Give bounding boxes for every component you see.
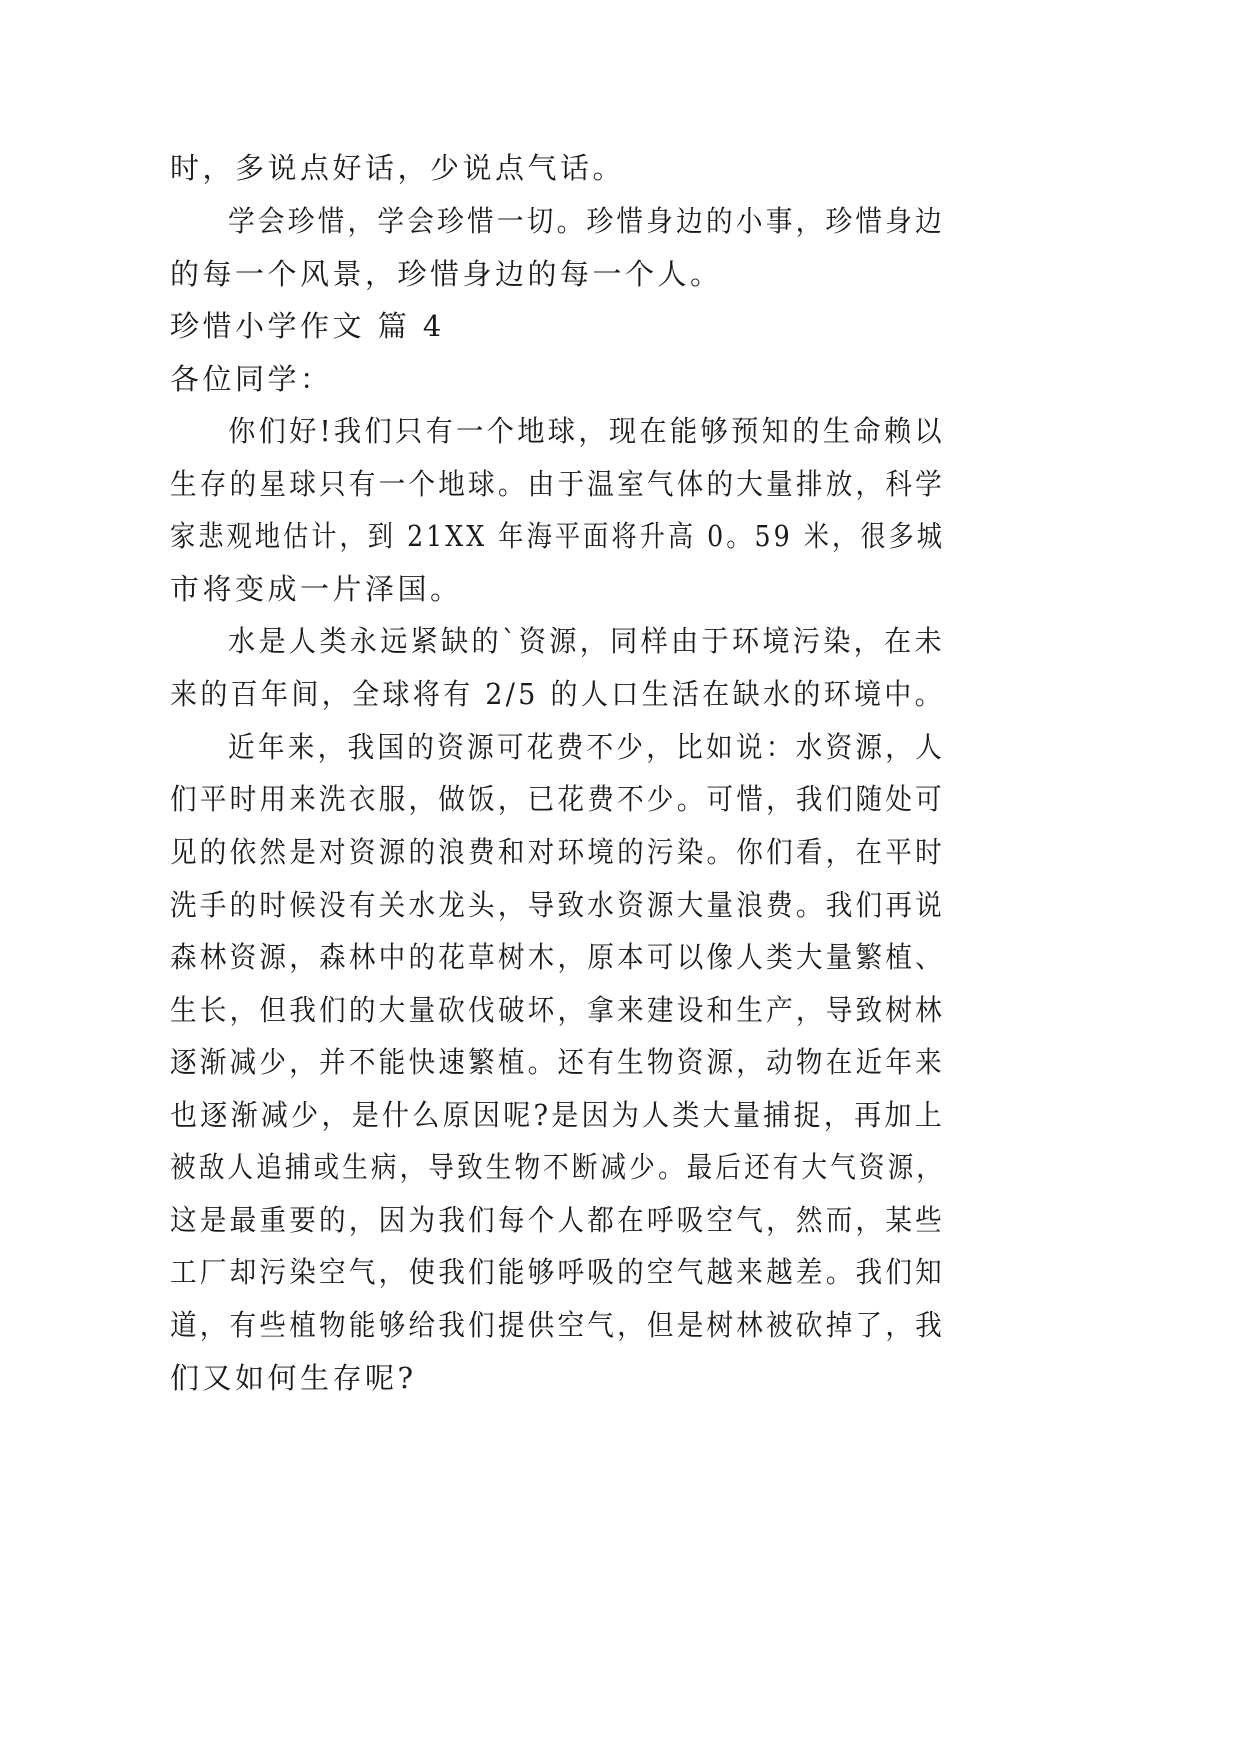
text-line: 洗手的时候没有关水龙头，导致水资源大量浪费。我们再说 — [170, 888, 945, 922]
text-line: 也逐渐减少，是什么原因呢?是因为人类大量捕捉，再加上 — [170, 1098, 946, 1132]
paragraph-first-line: 学会珍惜，学会珍惜一切。珍惜身边的小事，珍惜身边 — [228, 204, 945, 238]
text-line: 的每一个风景，珍惜身边的每一个人。 — [170, 257, 723, 291]
text-line: 逐渐减少，并不能快速繁植。还有生物资源，动物在近年来 — [170, 1045, 945, 1079]
text-line: 森林资源，森林中的花草树木，原本可以像人类大量繁植、 — [170, 940, 945, 974]
salutation: 各位同学： — [170, 362, 333, 396]
section-heading: 珍惜小学作文 篇 4 — [170, 309, 445, 343]
text-line: 道，有些植物能够给我们提供空气，但是树林被砍掉了，我 — [170, 1308, 945, 1342]
text-line: 时，多说点好话，少说点气话。 — [170, 151, 626, 185]
text-line: 来的百年间，全球将有 2/5 的人口生活在缺水的环境中。 — [170, 677, 946, 711]
paragraph-first-line: 近年来，我国的资源可花费不少，比如说：水资源，人 — [228, 730, 945, 764]
paragraph-first-line: 水是人类永远紧缺的`资源，同样由于环境污染，在未 — [228, 624, 945, 658]
text-line: 被敌人追捕或生病，导致生物不断减少。最后还有大气资源， — [170, 1150, 946, 1184]
text-line: 们又如何生存呢? — [170, 1361, 417, 1395]
paragraph-first-line: 你们好!我们只有一个地球，现在能够预知的生命赖以 — [228, 414, 945, 448]
text-line: 家悲观地估计，到 21XX 年海平面将升高 0。59 米，很多城 — [170, 519, 946, 553]
text-line: 生存的星球只有一个地球。由于温室气体的大量排放，科学 — [170, 467, 945, 501]
text-line: 工厂却污染空气，使我们能够呼吸的空气越来越差。我们知 — [170, 1255, 945, 1289]
text-line: 生长，但我们的大量砍伐破坏，拿来建设和生产，导致树林 — [170, 993, 945, 1027]
text-line: 见的依然是对资源的浪费和对环境的污染。你们看，在平时 — [170, 835, 945, 869]
text-line: 们平时用来洗衣服，做饭，已花费不少。可惜，我们随处可 — [170, 782, 945, 816]
text-line: 这是最重要的，因为我们每个人都在呼吸空气，然而，某些 — [170, 1203, 945, 1237]
text-line: 市将变成一片泽国。 — [170, 572, 463, 606]
